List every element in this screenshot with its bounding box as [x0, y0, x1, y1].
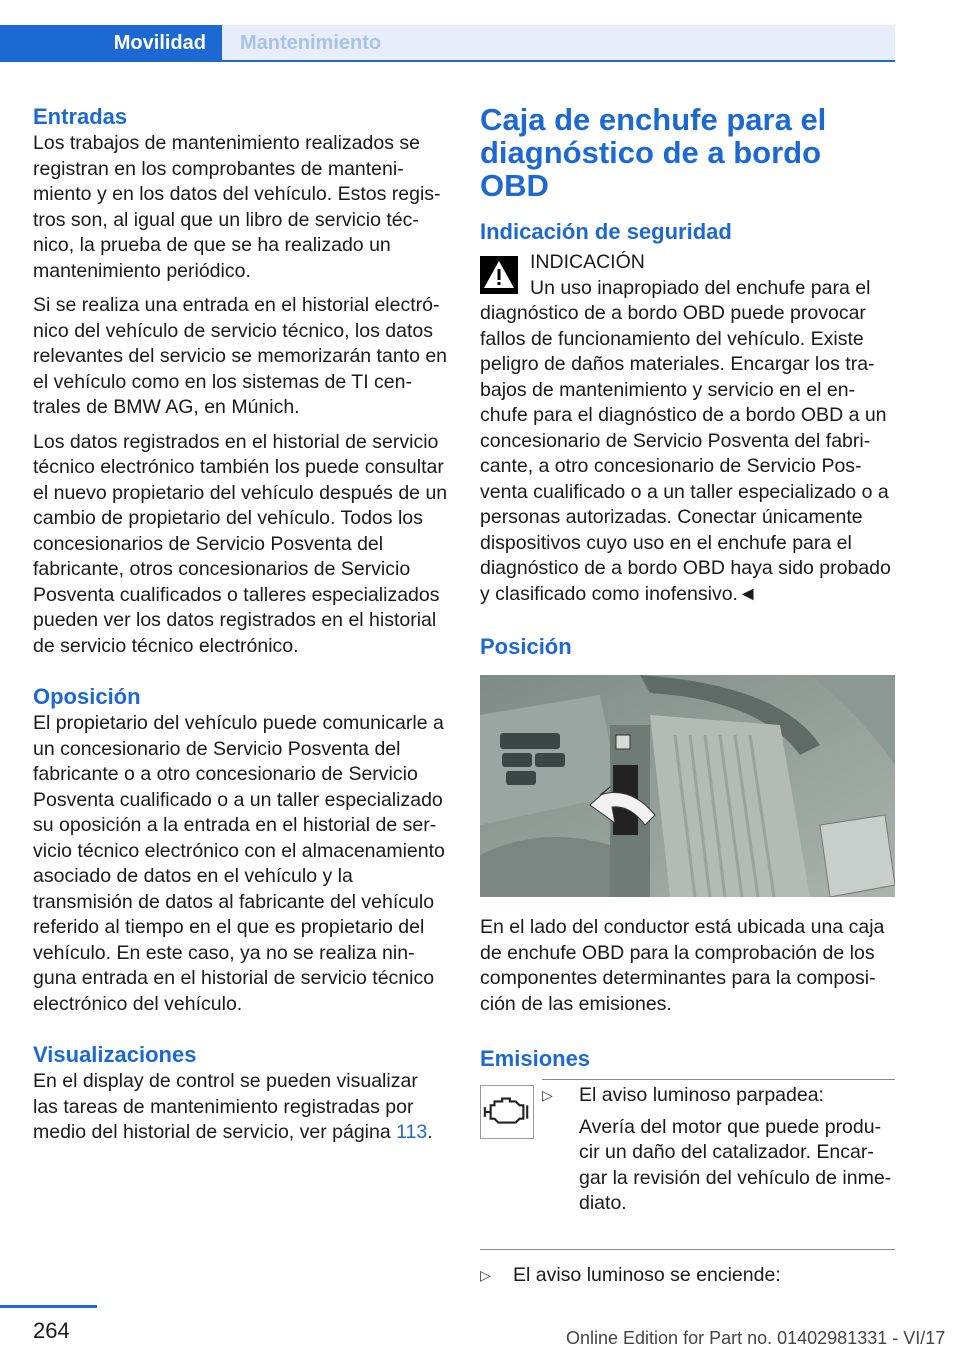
- entradas-paragraph-1: Los trabajos de mantenimiento realizados se registran en los comprobantes de mantenimiento y en los datos del vehículo. Estos registros son, al igual que un libro de servicio técnico, la prueba de que se ha realizado un mantenimiento periódico.: [33, 132, 441, 282]
- visualizaciones-period: .: [427, 1121, 433, 1143]
- obd-location-photo: [480, 675, 895, 897]
- bullet-2-text: El aviso luminoso se enciende:: [513, 1264, 781, 1286]
- right-column: [480, 103, 895, 1303]
- warning-text-rest: diagnóstico de a bordo OBD puede provocar fallos de funcionamiento del vehículo. Existe peligro de daños materiales. Encargar los trabajos de mantenimiento y servicio en el enchufe para el diagnóstico de a bordo OBD a un concesionario de Servicio Posventa del fabricante, a otro concesionario de Servicio Posventa cualificado o a un taller especializado o a personas autorizadas. Conectar únicamente dispositivos cuyo uso en el enchufe para el diagnóstico de a bordo OBD haya sido probado y clasificado como inofensivo.◄: [480, 302, 891, 605]
- warning-box: [480, 250, 895, 607]
- entradas-paragraph-2: Si se realiza una entrada en el historial electrónico del vehículo de servicio técnico, los datos relevantes del servicio se memorizarán tanto en el vehículo como en los sistemas de TI centrales de BMW AG, en Múnich.: [33, 294, 448, 418]
- posicion-heading: Posición: [480, 634, 572, 659]
- edition-text: Online Edition for Part no. 01402981331 - VI/17: [566, 1328, 946, 1348]
- visualizaciones-heading: Visualizaciones: [33, 1042, 197, 1067]
- visualizaciones-text: En el display de control se pueden visualizar las tareas de mantenimiento registradas por medio del historial de servicio, ver página: [33, 1070, 418, 1143]
- header-divider: [0, 60, 895, 62]
- chapter-tabs: [0, 25, 895, 61]
- left-column: [33, 103, 448, 1155]
- bullet-1-text: El aviso luminoso parpadea:: [579, 1084, 824, 1106]
- entradas-heading: Entradas: [33, 104, 128, 129]
- oposicion-paragraph: El propietario del vehículo puede comunicarle a un concesionario de Servicio Posventa del fabricante o a otro concesionario de Servicio Posventa cualificado o a un taller especializado su oposición a la entrada en el historial de servicio técnico electrónico con el almacenamiento asociado de datos en el vehículo y la transmisión de datos al fabricante del vehículo referido al tiempo en el que es propietario del vehículo. En este caso, ya no se realiza ninguna entrada en el historial de servicio técnico electrónico del vehículo.: [33, 712, 445, 1015]
- emisiones-heading: Emisiones: [480, 1046, 591, 1071]
- entradas-paragraph-3: Los datos registrados en el historial de servicio técnico electrónico también los puede consultar el nuevo propietario del vehículo después de un cambio de propietario del vehículo. Todos los concesionarios de Servicio Posventa del fabricante, otros concesionarios de Servicio Posventa cualificados o talleres especializados pueden ver los datos registrados en el historial de servicio técnico electrónico.: [33, 430, 448, 657]
- section-title: Caja de enchufe para el diagnóstico de a bordo OBD: [480, 102, 827, 203]
- tab-mantenimiento[interactable]: Mantenimiento: [222, 25, 895, 61]
- footer-accent-line: [0, 1305, 97, 1308]
- bullet-marker-icon: ▷: [480, 1267, 491, 1283]
- bullet-2-row: [480, 1263, 895, 1303]
- posicion-paragraph: En el lado del conductor está ubicada una caja de enchufe OBD para la comprobación de los componentes determinantes para la composición de las emisiones.: [480, 916, 885, 1015]
- page-number: 264: [33, 1318, 70, 1343]
- bullet-1: [579, 1083, 895, 1217]
- list-divider: [542, 1079, 895, 1080]
- bullet-1-detail: Avería del motor que puede producir un daño del catalizador. Encargar la revisión del vehículo de inmediato.: [579, 1115, 892, 1214]
- emisiones-list: [480, 1083, 895, 1263]
- visualizaciones-paragraph: [33, 1069, 448, 1146]
- tab-movilidad[interactable]: Movilidad: [0, 25, 222, 61]
- bullet-marker-icon: ▷: [542, 1087, 553, 1103]
- check-engine-icon: [480, 1085, 534, 1139]
- seguridad-heading: Indicación de seguridad: [480, 219, 732, 244]
- list-divider: [480, 1249, 895, 1250]
- page-link[interactable]: 113: [396, 1121, 428, 1143]
- warning-triangle-icon: [480, 256, 518, 294]
- oposicion-heading: Oposición: [33, 684, 141, 709]
- warning-label: INDICACIÓN: [530, 251, 645, 273]
- warning-text-first: Un uso inapropiado del enchufe para el: [530, 276, 871, 299]
